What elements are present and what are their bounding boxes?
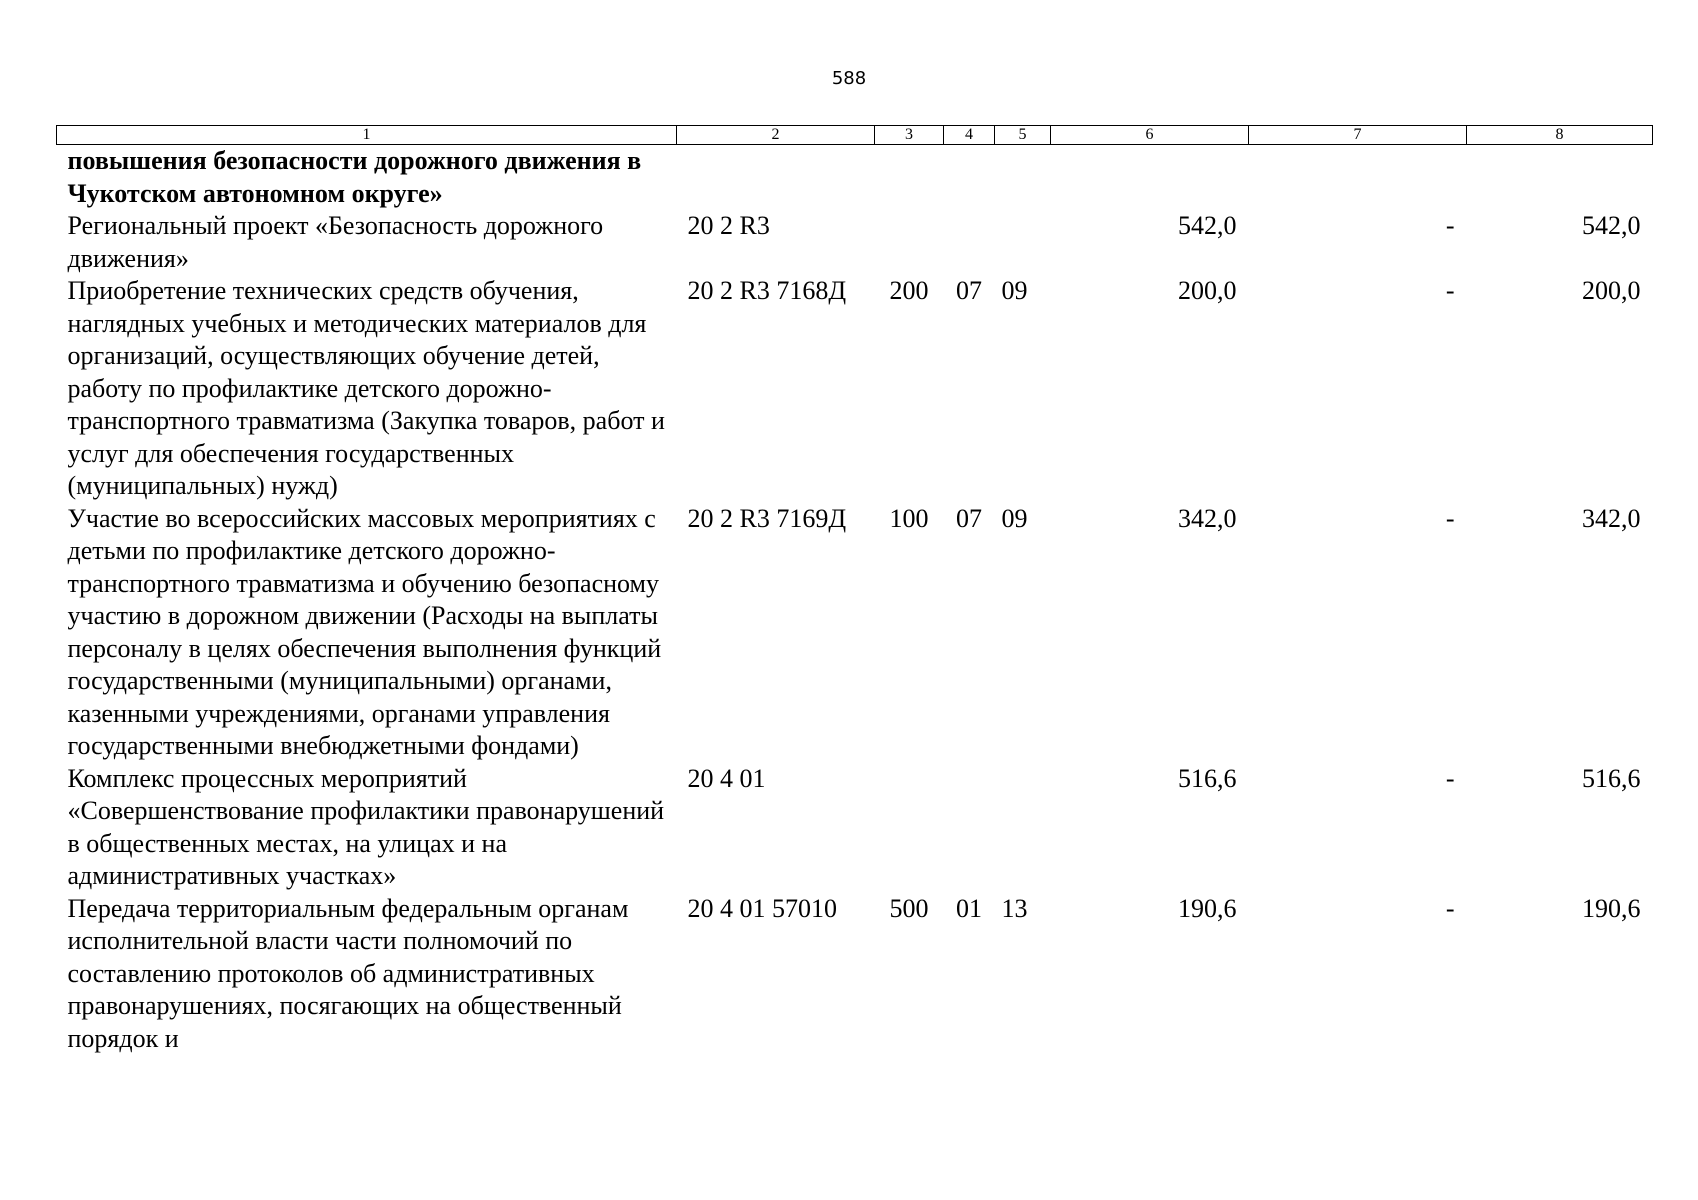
row-col8: [1467, 145, 1653, 211]
row-col6: 200,0: [1178, 276, 1237, 305]
row-section: [944, 763, 995, 893]
header-col-5: 5: [995, 126, 1051, 145]
row-col7: [1249, 145, 1467, 211]
row-subsection: 09: [1001, 276, 1028, 305]
table-row: [57, 275, 1653, 503]
row-expense-type: [875, 210, 944, 275]
row-col6: 190,6: [1178, 893, 1237, 923]
header-col-2: 2: [677, 126, 875, 145]
row-col6: 542,0: [1178, 211, 1237, 240]
row-col7: -: [1445, 893, 1455, 923]
row-code: 20 2 R3 7169Д: [687, 503, 847, 533]
row-section: [944, 210, 995, 275]
table-header-row: [57, 126, 1653, 145]
row-section: 07: [956, 276, 982, 305]
row-expense-type: [875, 763, 944, 893]
row-expense-type: 500: [889, 893, 929, 923]
row-code: [677, 145, 875, 211]
header-col-7: 7: [1249, 126, 1467, 145]
row-col8: 342,0: [1582, 503, 1641, 533]
row-expense-type: [875, 145, 944, 211]
table-row: [57, 503, 1653, 763]
row-subsection: [995, 210, 1051, 275]
row-name: Приобретение технических средств обучения, наглядных учебных и методических материалов для организаций, осуществляющих обучение детей, работу по профилактике детского дорожно-транспортного травматизма (Закупка товаров, работ и услуг для обеспечения государственных (муниципальных) нужд): [67, 276, 665, 500]
row-section: 07: [956, 503, 982, 533]
header-col-1: 1: [57, 126, 677, 145]
row-name: Региональный проект «Безопасность дорожного движения»: [67, 211, 604, 273]
row-col7: -: [1445, 211, 1455, 240]
table-row: [57, 893, 1653, 1056]
row-subsection: [995, 763, 1051, 893]
row-col6: [1051, 145, 1249, 211]
row-expense-type: 100: [889, 503, 929, 533]
row-col8: 200,0: [1582, 276, 1641, 305]
row-col6: 342,0: [1178, 503, 1237, 533]
row-section: 01: [956, 893, 982, 923]
row-col6: 516,6: [1178, 763, 1237, 793]
row-col8: 516,6: [1582, 763, 1641, 793]
header-col-6: 6: [1051, 126, 1249, 145]
header-col-3: 3: [875, 126, 944, 145]
row-col7: -: [1445, 503, 1455, 533]
row-code: 20 2 R3 7168Д: [687, 276, 847, 305]
row-subsection: 13: [1001, 893, 1028, 923]
row-expense-type: 200: [889, 276, 929, 305]
row-col7: -: [1445, 276, 1455, 305]
row-col8: 542,0: [1582, 211, 1641, 240]
budget-table: [56, 125, 1653, 1055]
row-code: 20 4 01 57010: [687, 893, 837, 923]
row-name: Комплекс процессных мероприятий «Совершенствование профилактики правонарушений в общественных местах, на улицах и на административных участках»: [67, 763, 665, 890]
header-col-4: 4: [944, 126, 995, 145]
row-col8: 190,6: [1582, 893, 1641, 923]
row-code: 20 2 R3: [687, 211, 770, 240]
row-code: 20 4 01: [687, 763, 766, 793]
row-name: повышения безопасности дорожного движения в Чукотском автономном округе»: [67, 146, 642, 208]
table-row: [57, 145, 1653, 211]
table-row: [57, 763, 1653, 893]
row-name: Передача территориальным федеральным органам исполнительной власти части полномочий по составлению протоколов об административных правонарушениях, посягающих на общественный порядок и: [67, 893, 629, 1053]
row-col7: -: [1445, 763, 1455, 793]
header-col-8: 8: [1467, 126, 1653, 145]
table-row: [57, 210, 1653, 275]
row-subsection: 09: [1001, 503, 1028, 533]
row-section: [944, 145, 995, 211]
page-number: 588: [831, 68, 867, 89]
row-subsection: [995, 145, 1051, 211]
row-name: Участие во всероссийских массовых мероприятиях с детьми по профилактике детского дорожно-транспортного травматизма и обучению безопасному участию в дорожном движении (Расходы на выплаты персоналу в целях обеспечения выполнения функций государственными (муниципальными) органами, казенными учреждениями, органами управления государственными внебюджетными фондами): [67, 503, 662, 760]
